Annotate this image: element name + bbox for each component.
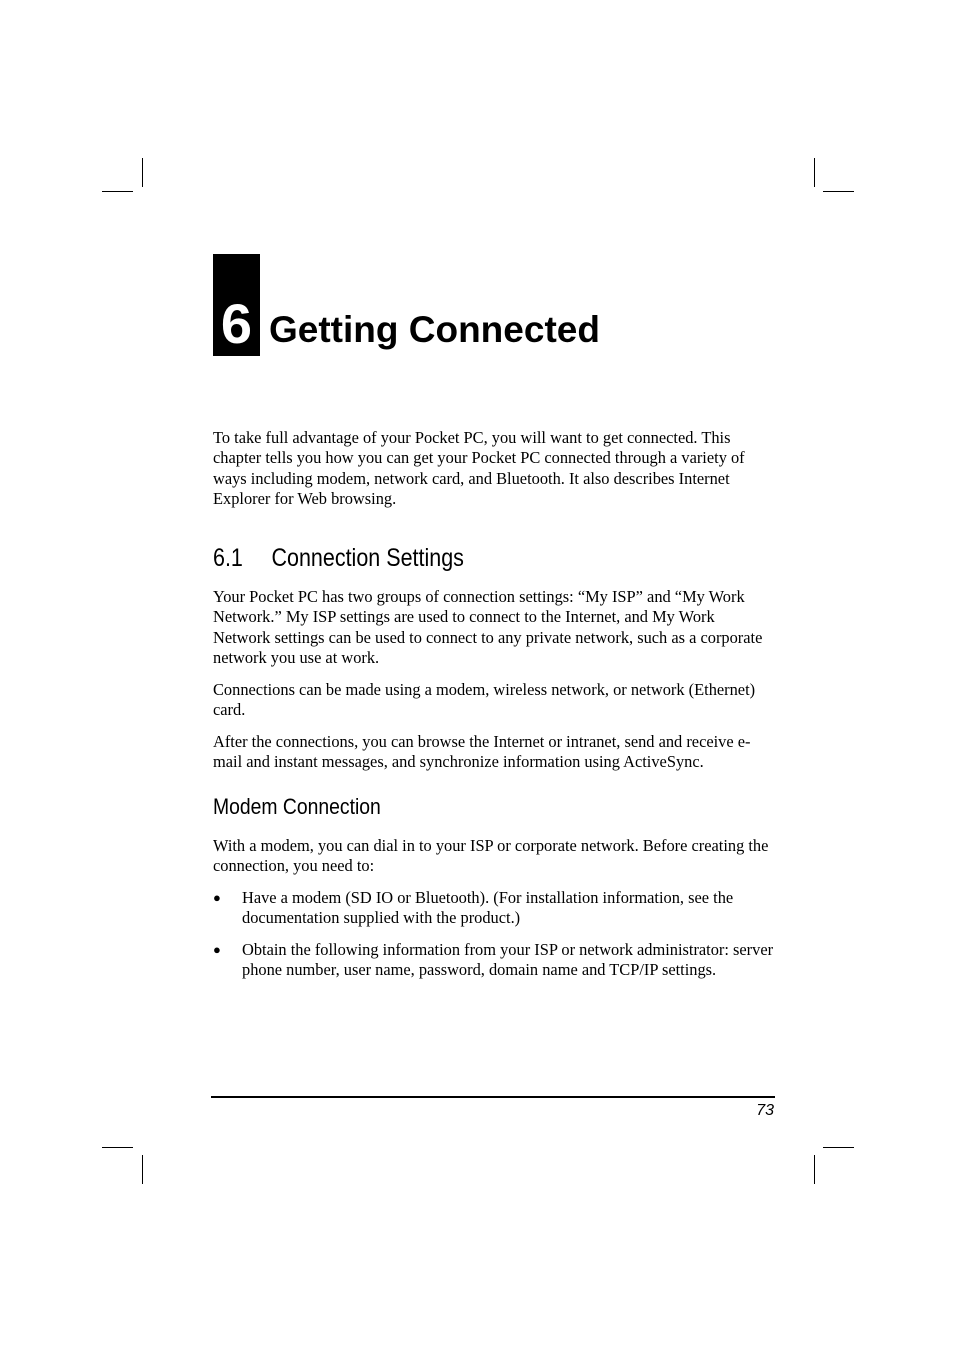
section-number: 6.1 xyxy=(213,544,243,572)
crop-mark xyxy=(814,158,815,187)
crop-mark xyxy=(102,191,133,192)
chapter-intro xyxy=(213,428,775,510)
section-paragraph xyxy=(213,680,775,721)
chapter-title: Getting Connected xyxy=(269,309,600,350)
paragraph: Connections can be made using a modem, wireless network, or network (Ethernet) card. xyxy=(213,680,756,720)
paragraph: With a modem, you can dial in to your ISP or corporate network. Before creating the connection, you need to: xyxy=(213,836,769,876)
section-heading xyxy=(213,543,464,573)
list-item xyxy=(213,940,775,981)
list-item xyxy=(213,888,775,929)
crop-mark xyxy=(142,158,143,187)
bullet-icon: ● xyxy=(213,942,221,957)
paragraph: To take full advantage of your Pocket PC, you will want to get connected. This chapter tells you how you can get your Pocket PC connected through a variety of ways including modem, network card, and Bluetooth. It also describes Internet Explorer for Web browsing. xyxy=(213,428,745,509)
section-paragraph xyxy=(213,587,775,669)
list-item-text: Have a modem (SD IO or Bluetooth). (For installation information, see the documentation supplied with the product.) xyxy=(242,888,734,928)
crop-mark xyxy=(102,1147,133,1148)
chapter-number: 6 xyxy=(213,254,260,356)
crop-mark xyxy=(814,1155,815,1184)
section-paragraph xyxy=(213,732,775,773)
subsection-intro xyxy=(213,836,775,877)
paragraph: After the connections, you can browse the Internet or intranet, send and receive e-mail and instant messages, and synchronize information using ActiveSync. xyxy=(213,732,751,772)
footer-rule xyxy=(211,1096,775,1098)
subsection-title: Modem Connection xyxy=(213,794,381,819)
bullet-icon: ● xyxy=(213,890,221,905)
crop-mark xyxy=(823,191,854,192)
crop-mark xyxy=(823,1147,854,1148)
page-number: 73 xyxy=(756,1102,774,1119)
list-item-text: Obtain the following information from your ISP or network administrator: server phone number, user name, password, domain name and TCP/IP settings. xyxy=(242,940,774,980)
section-title: Connection Settings xyxy=(271,544,464,572)
crop-mark xyxy=(142,1155,143,1184)
paragraph: Your Pocket PC has two groups of connection settings: “My ISP” and “My Work Network.” My ISP settings are used to connect to the Internet, and My Work Network settings can be used to connect to any private network, such as a corporate network you use at work. xyxy=(213,587,763,668)
